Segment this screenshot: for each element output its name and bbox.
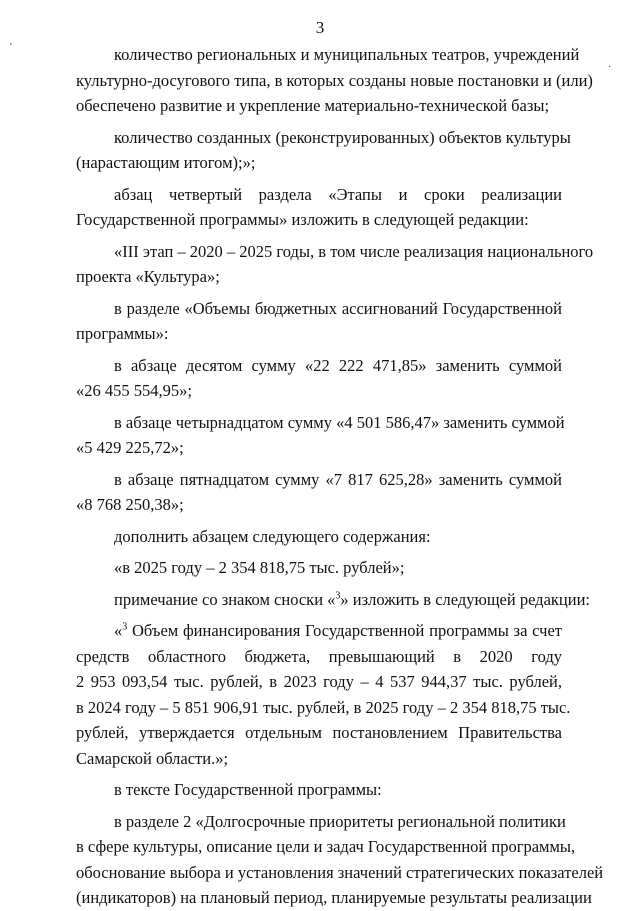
text-line: «в 2025 году – 2 354 818,75 тыс. рублей»;	[114, 558, 405, 577]
footnote-mark: 3	[335, 590, 341, 601]
paragraph-block-1	[76, 42, 594, 581]
text-line: в сфере культуры, описание цели и задач Государственной программы,	[76, 837, 576, 856]
footnote-mark: 3	[122, 621, 128, 633]
text-line: культурно-досугового типа, в которых созданы новые постановки и (или)	[76, 70, 593, 90]
note-intro-line: примечание со знаком сноски «$^3$» изложить в следующей редакции:	[114, 589, 590, 609]
scan-mark: '	[10, 42, 12, 53]
text-line: дополнить абзацем следующего содержания:	[114, 526, 431, 546]
footnote-first-line: «$^3$ Объем финансирования Государственной программы за счет	[114, 621, 562, 640]
text-line: «8 768 250,38»;	[76, 495, 184, 514]
text-line: в 2024 году – 5 851 906,91 тыс. рублей, в 2025 году – 2 354 818,75 тыс.	[76, 697, 571, 717]
text-line: количество региональных и муниципальных театров, учреждений	[114, 45, 580, 64]
text-line: Государственной программы» изложить в следующей редакции:	[76, 210, 529, 229]
text-line: «III этап – 2020 – 2025 годы, в том числе реализация национального	[114, 241, 594, 261]
text-line: в разделе «Объемы бюджетных ассигнований Государственной	[114, 298, 562, 318]
text-line: в абзаце четырнадцатом сумму «4 501 586,47» заменить суммой	[114, 412, 565, 432]
text-line: рублей, утверждается отдельным постановлением Правительства	[76, 723, 562, 742]
text-line: (нарастающим итогом);»;	[76, 153, 256, 172]
paragraph-block-2	[76, 644, 604, 911]
scan-mark: ·	[608, 62, 612, 73]
text-line: обоснование выбора и установления значений стратегических показателей	[76, 862, 604, 882]
text-line: программы»:	[76, 324, 169, 343]
text-line: количество созданных (реконструированных) объектов культуры	[114, 127, 571, 147]
text-line: в разделе 2 «Долгосрочные приоритеты региональной политики	[114, 811, 566, 831]
document-body	[76, 42, 604, 911]
text-line: «26 455 554,95»;	[76, 381, 192, 400]
text-line: «5 429 225,72»;	[76, 438, 184, 457]
text-line: в тексте Государственной программы:	[114, 780, 382, 799]
text-line: Самарской области.»;	[76, 748, 229, 768]
page-number: 3	[315, 18, 325, 37]
text-line: в абзаце пятнадцатом сумму «7 817 625,28» заменить суммой	[114, 469, 562, 489]
text-line: проекта «Культура»;	[76, 267, 220, 286]
text-line: 2 953 093,54 тыс. рублей, в 2023 году – 4 537 944,37 тыс. рублей,	[76, 672, 562, 691]
text-line: в абзаце десятом сумму «22 222 471,85» заменить суммой	[114, 355, 562, 375]
text-line: обеспечено развитие и укрепление материально-технической базы;	[76, 96, 550, 115]
text-line: средств областного бюджета, превышающий в 2020 году	[76, 646, 562, 666]
text-line: абзац четвертый раздела «Этапы и сроки реализации	[114, 184, 562, 204]
text-line: (индикаторов) на плановый период, планируемые результаты реализации	[76, 888, 592, 907]
